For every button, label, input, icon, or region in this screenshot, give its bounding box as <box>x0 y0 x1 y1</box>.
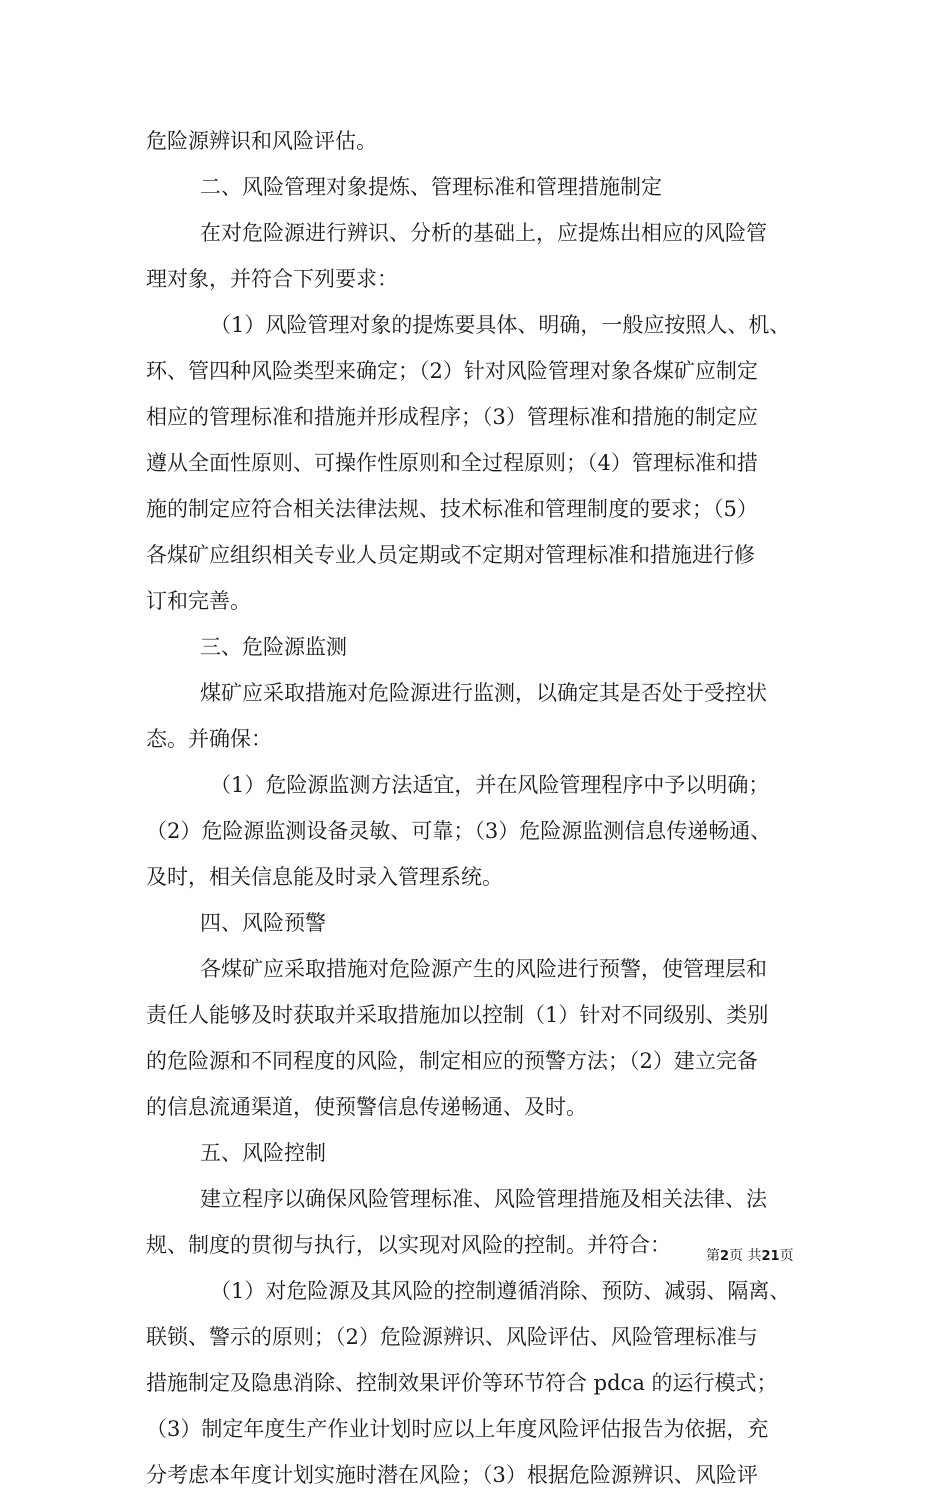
footer-suffix: 页 <box>779 1248 794 1264</box>
text-line: 态。并确保： <box>146 727 272 751</box>
list-first-line: （1）危险源监测方法适宜，并在风险管理程序中予以明确； <box>210 773 770 797</box>
text-line: 及时，相关信息能及时录入管理系统。 <box>146 865 503 889</box>
text-line: （2）危险源监测设备灵敏、可靠；（3）危险源监测信息传递畅通、 <box>146 819 772 843</box>
footer-page-number: 2 <box>720 1249 730 1264</box>
text-line: 各煤矿应组织相关专业人员定期或不定期对管理标准和措施进行修 <box>146 543 755 567</box>
text-line: 分考虑本年度计划实施时潜在风险；（3）根据危险源辨识、风险评 <box>146 1463 758 1487</box>
section-heading: 四、风险预警 <box>200 911 326 935</box>
section-heading: 三、危险源监测 <box>200 635 347 659</box>
text-line: 规、制度的贯彻与执行，以实现对风险的控制。并符合： <box>146 1233 671 1257</box>
text-line: 联锁、警示的原则；（2）危险源辨识、风险评估、风险管理标准与 <box>146 1325 758 1349</box>
paragraph-first-line: 建立程序以确保风险管理标准、风险管理措施及相关法律、法 <box>200 1187 767 1211</box>
paragraph-first-line: 各煤矿应采取措施对危险源产生的风险进行预警，使管理层和 <box>200 957 767 981</box>
text-line: 措施制定及隐患消除、控制效果评价等环节符合 pdca 的运行模式； <box>146 1371 778 1395</box>
list-first-line: （1）对危险源及其风险的控制遵循消除、预防、减弱、隔离、 <box>210 1279 791 1303</box>
text-line: 理对象，并符合下列要求： <box>146 267 398 291</box>
list-first-line: （1）风险管理对象的提炼要具体、明确，一般应按照人、机、 <box>210 313 791 337</box>
text-line: 的信息流通渠道，使预警信息传递畅通、及时。 <box>146 1095 587 1119</box>
text-line: 遵从全面性原则、可操作性原则和全过程原则；（4）管理标准和措 <box>146 451 758 475</box>
document-body <box>146 118 810 1498</box>
text-line: 责任人能够及时获取并采取措施加以控制（1）针对不同级别、类别 <box>146 1003 769 1027</box>
text-line: 环、管四种风险类型来确定；（2）针对风险管理对象各煤矿应制定 <box>146 359 758 383</box>
text-line: （3）制定年度生产作业计划时应以上年度风险评估报告为依据，充 <box>146 1417 769 1441</box>
footer-middle: 页 共 <box>729 1248 762 1264</box>
footer-prefix: 第 <box>706 1248 720 1264</box>
text-line: 的危险源和不同程度的风险，制定相应的预警方法；（2）建立完备 <box>146 1049 758 1073</box>
page-footer <box>706 1246 794 1267</box>
text-line: 施的制定应符合相关法律法规、技术标准和管理制度的要求；（5） <box>146 497 758 521</box>
paragraph-first-line: 在对危险源进行辨识、分析的基础上，应提炼出相应的风险管 <box>200 221 767 245</box>
paragraph-first-line: 煤矿应采取措施对危险源进行监测，以确定其是否处于受控状 <box>200 681 767 705</box>
text-line: 订和完善。 <box>146 589 251 613</box>
section-heading: 二、风险管理对象提炼、管理标准和管理措施制定 <box>200 175 662 199</box>
section-heading: 五、风险控制 <box>200 1141 326 1165</box>
footer-total-pages: 21 <box>761 1249 780 1264</box>
text-line: 相应的管理标准和措施并形成程序；（3）管理标准和措施的制定应 <box>146 405 758 429</box>
text-line: 危险源辨识和风险评估。 <box>146 129 377 153</box>
